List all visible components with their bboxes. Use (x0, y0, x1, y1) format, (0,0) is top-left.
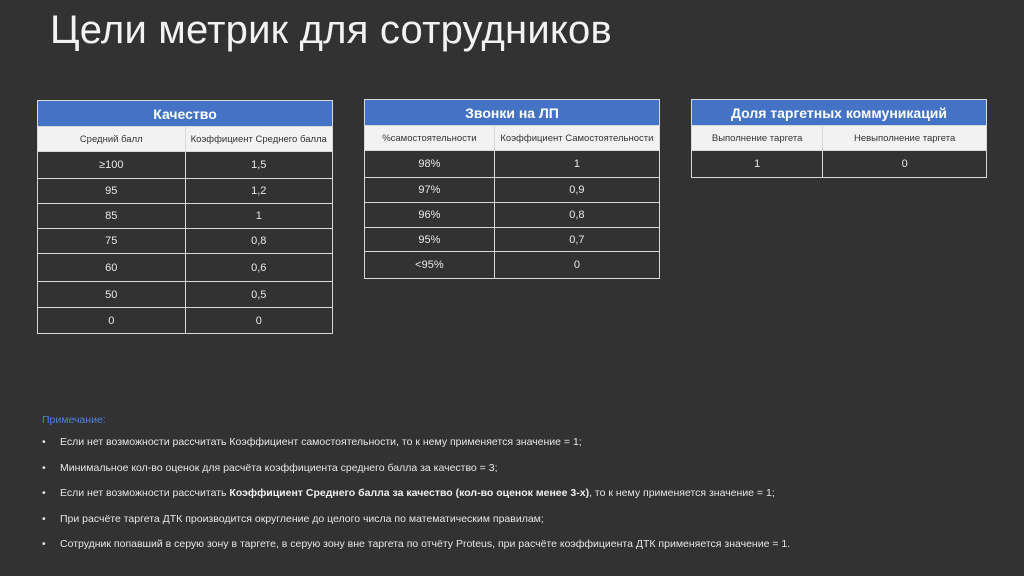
table-cell: 1,5 (185, 152, 333, 179)
table-cell: 95 (38, 179, 186, 204)
table-cell: 1 (494, 151, 659, 178)
table-cell: <95% (365, 252, 495, 279)
target-col-fulfilled: Выполнение таргета (692, 126, 823, 151)
table-cell: 0,6 (185, 254, 333, 282)
note-text: , то к нему применяется значение = 1; (589, 487, 775, 499)
note-item (42, 512, 790, 538)
table-row (365, 178, 660, 203)
table-row (38, 308, 333, 334)
table-cell: 85 (38, 204, 186, 229)
table-cell: 0,7 (494, 228, 659, 252)
notes-heading: Примечание: (42, 414, 106, 426)
note-text: Минимальное кол-во оценок для расчёта коэффициента среднего балла за качество = 3; (60, 461, 498, 474)
table-cell: 75 (38, 229, 186, 254)
table-row (38, 179, 333, 204)
table-cell: 0 (494, 252, 659, 279)
table-row (38, 282, 333, 308)
table-cell: 0,9 (494, 178, 659, 203)
table-cell: 98% (365, 151, 495, 178)
table-row (365, 252, 660, 279)
quality-col-avg-score: Средний балл (38, 127, 186, 152)
table-cell: 60 (38, 254, 186, 282)
notes-section (42, 414, 790, 563)
table-cell: 1 (185, 204, 333, 229)
note-item (42, 537, 790, 563)
target-col-not-fulfilled: Невыполнение таргета (823, 126, 987, 151)
note-emphasis: Коэффициент Среднего балла за качество (кол-во оценок менее 3-х) (229, 487, 590, 499)
table-row (38, 204, 333, 229)
calls-col-independence: %самостоятельности (365, 126, 495, 151)
quality-table-title: Качество (38, 101, 333, 127)
table-cell: 0 (823, 151, 987, 178)
notes-list (42, 435, 790, 563)
table-row (365, 228, 660, 252)
table-cell: 0 (185, 308, 333, 334)
table-row (38, 229, 333, 254)
note-item (42, 435, 790, 461)
calls-table (364, 99, 660, 279)
table-cell: 50 (38, 282, 186, 308)
table-cell: 97% (365, 178, 495, 203)
target-table-title: Доля таргетных коммуникаций (692, 100, 987, 126)
page-title: Цели метрик для сотрудников (50, 8, 612, 52)
table-cell: 0,5 (185, 282, 333, 308)
table-row (692, 151, 987, 178)
table-cell: ≥100 (38, 152, 186, 179)
quality-col-coefficient: Коэффициент Среднего балла (185, 127, 333, 152)
note-text: Если нет возможности рассчитать (60, 487, 230, 499)
note-item (42, 486, 790, 512)
table-row (365, 203, 660, 228)
table-cell: 95% (365, 228, 495, 252)
note-text: Сотрудник попавший в серую зону в таргете, в серую зону вне таргета по отчёту Proteus, при расчёте коэффициента ДТК применяется значение = 1. (60, 538, 791, 550)
note-text: При расчёте таргета ДТК производится округление до целого числа по математическим правилам; (60, 512, 544, 525)
table-row (38, 152, 333, 179)
calls-table-title: Звонки на ЛП (365, 100, 660, 126)
target-table (691, 99, 987, 178)
table-cell: 1 (692, 151, 823, 178)
note-text: Если нет возможности рассчитать Коэффициент самостоятельности, то к нему применяется значение = 1; (60, 436, 582, 448)
quality-table (37, 100, 333, 334)
table-cell: 0 (38, 308, 186, 334)
table-row (38, 254, 333, 282)
note-item (42, 461, 790, 487)
table-cell: 0,8 (185, 229, 333, 254)
table-cell: 96% (365, 203, 495, 228)
calls-col-coefficient: Коэффициент Самостоятельности (494, 126, 659, 151)
table-row (365, 151, 660, 178)
table-cell: 1,2 (185, 179, 333, 204)
table-cell: 0,8 (494, 203, 659, 228)
